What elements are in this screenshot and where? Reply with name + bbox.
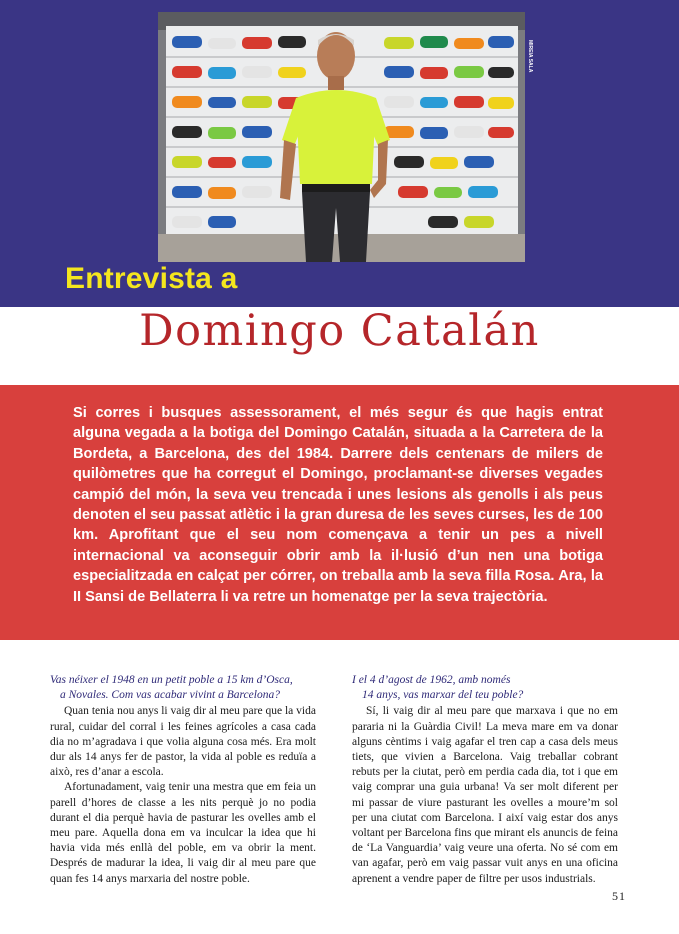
answer-1-paragraph-1: Quan tenia nou anys li vaig dir al meu pare que la vida rural, cuidar del corral i les feines agrícoles a casa cada dia no m’agradava i que volia alguna cosa més. Era molt dur als 14 anys fer de pastor, la vida al poble es reduïa a això, res d’anar a escola.	[50, 705, 316, 779]
question-2-line-2: 14 anys, vas marxar del teu poble?	[362, 689, 524, 702]
interviewee-name: Domingo Catalán	[139, 306, 540, 356]
portrait-photo	[158, 12, 525, 262]
article-column-right	[352, 673, 618, 887]
interview-kicker: Entrevista a	[65, 262, 238, 295]
question-1-line-1: Vas néixer el 1948 en un petit poble a 15 km d’Osca,	[50, 674, 293, 686]
page-number: 51	[612, 889, 626, 903]
answer-1-paragraph-2: Afortunadament, vaig tenir una mestra que em feia un parell d’hores de classe a les nits perquè jo no podia durant el dia perquè havia de pasturar les ovelles amb el meu pare. Aquella dona em va inculcar la idea que hi havia vida més enllà del poble, em va obrir la ment. Després de madurar la idea, li vaig dir al meu pare que quan fes 14 anys marxaria del nostre poble.	[50, 781, 316, 885]
photo-credit: MIREIA SALA	[527, 40, 533, 73]
question-2-line-1: I el 4 d’agost de 1962, amb només	[352, 674, 511, 686]
question-1-line-2: a Novales. Com vas acabar vivint a Barcelona?	[60, 689, 280, 702]
answer-2-paragraph-1: Sí, li vaig dir al meu pare que marxava i que no em pararia ni la Guàrdia Civil! La meva mare em va donar alguns cèntims i vaig agafar el tren cap a casa dels meus tiets, que vivien a Barcelona. Vaig treballar cobrant rebuts per la ciutat, però em perdia cada dia, tot i que em vaig comprar una guia urbana! Va ser molt diferent per mi passar de viure pasturant les ovelles a moure’m sol per una ciutat com Barcelona. I així vaig estar dos anys voltant per Barcelona fins que mirant els anuncis de feina de ‘La Vanguardia’ vaig veure una oferta. No sé com em van agafar, però em vaig passar vuit anys en una oficina aprenent a vendre paper de filtre per usos industrials.	[352, 705, 618, 885]
lede-paragraph: Si corres i busques assessorament, el més segur és que hagis entrat alguna vegada a la botiga del Domingo Catalán, situada a la Carretera de la Bordeta, a Barcelona, des del 1984. Darrere dels centenars de milers de quilòmetres que ha corregut el Domingo, proclamant-se diverses vegades campió del món, la seva veu trencada i unes lesions als genolls i als peus denoten el seu passat atlètic i la gran duresa de les seves curses, les de 100 km. Aprofitant que el seu nom començava a tenir un pes a nivell internacional va aconseguir obrir amb la il·lusió d’un nen una botiga especialitzada en calçat per córrer, on treballa amb la seva filla Rosa. Ara, la II Sansi de Bellaterra li va retre un homenatge per la seva trajectòria.	[73, 405, 603, 605]
article-column-left	[50, 673, 316, 887]
store-scene-illustration	[158, 12, 525, 262]
question-1	[50, 673, 316, 703]
question-2	[352, 673, 618, 703]
